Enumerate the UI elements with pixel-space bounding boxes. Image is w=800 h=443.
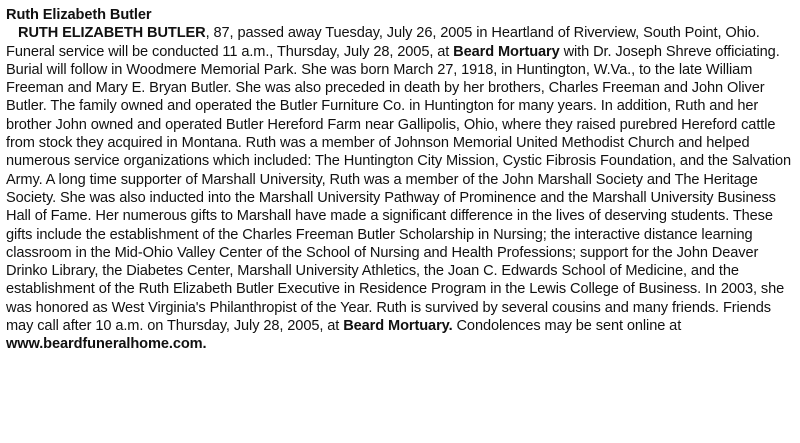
mortuary-name-closing: Beard Mortuary. [343,318,453,335]
obituary-headline: Ruth Elizabeth Butler [6,7,152,23]
body-text-part-2: with Dr. Joseph Shreve officiating. Burial will follow in Woodmere Memorial Park. She was born March 27, 1918, in Huntington, W.Va., to the late William Freeman and Mary E. Bryan Butler. She was also preceded in death by her brothers, Charles Freeman and John Oliver Butler. The family owned and operated the Butler Furniture Co. in Huntington for many years. In addition, Ruth and her brother John owned and operated Butler Hereford Farm near Gallipolis, Ohio, where they raised purebred Hereford cattle from stock they acquired in Montana. Ruth was a member of Johnson Memorial United Methodist Church and helped numerous service organizations which included: The Huntington City Mission, Cystic Fibrosis Foundation, and the Salvation Army. A long time supporter of Marshall University, Ruth was a member of the John Marshall Society and The Heritage Society. She was also inducted into the Marshall University Pathway of Prominence and the Marshall University Business Hall of Fame. Her numerous gifts to Marshall have made a significant difference in the lives of deserving students. These gifts include the establishment of the Charles Freeman Butler Scholarship in Nursing; the interactive distance learning classroom in the Mid-Ohio Valley Center of the School of Nursing and Health Professions; support for the John Deaver Drinko Library, the Diabetes Center, Marshall University Athletics, the Joan C. Edwards School of Medicine, and the establishment of the Ruth Elizabeth Butler Executive in Residence Program in the Lewis College of Business. In 2003, she was honored as West Virginia's Philanthropist of the Year. Ruth is survived by several cousins and many friends. Friends may call after 10 a.m. on Thursday, July 28, 2005, at [6,43,792,335]
body-text-part-1: , 87, passed away Tuesday, July 26, 2005 in Heartland of Riverview, South Point, Ohio. Funeral service will be conducted 11 a.m., Thursday, July 28, 2005, at [6,25,760,60]
funeral-home-website: www.beardfuneralhome.com. [6,336,207,353]
obituary-body [6,24,792,353]
mortuary-name: Beard Mortuary [453,43,560,60]
obituary-clipping [6,6,792,354]
lead-name: RUTH ELIZABETH BUTLER [18,25,206,42]
body-text-part-3: Condolences may be sent online at [452,318,682,335]
